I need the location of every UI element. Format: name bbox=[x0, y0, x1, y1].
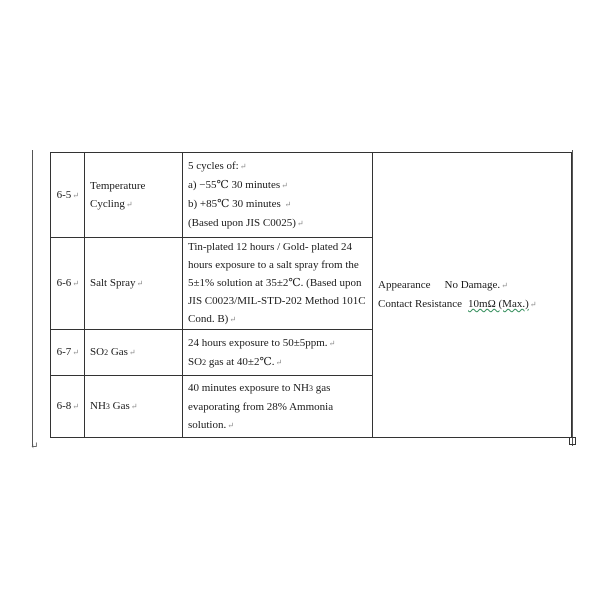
condition-line: 40 minutes exposure to NH3 gas bbox=[188, 381, 331, 394]
condition-line: Cond. B)↵ bbox=[188, 313, 237, 325]
table-end-marker bbox=[569, 437, 576, 445]
condition-line: (Based upon JIS C0025)↵ bbox=[188, 217, 304, 229]
test-item-line: Temperature bbox=[90, 179, 146, 192]
requirement-appearance: Appearance No Damage.↵ bbox=[378, 279, 508, 291]
condition-line: hours exposure to a salt spray from the bbox=[188, 259, 359, 271]
test-item-cell: SO2 Gas↵ bbox=[85, 330, 183, 376]
test-item-line: Cycling↵ bbox=[90, 197, 133, 210]
test-item-cell bbox=[85, 153, 183, 238]
condition-line: a) −55℃ 30 minutes↵ bbox=[188, 179, 288, 191]
test-condition-cell bbox=[183, 153, 373, 238]
condition-line: 5 cycles of:↵ bbox=[188, 160, 247, 172]
condition-line: b) +85℃ 30 minutes ↵ bbox=[188, 198, 292, 210]
test-condition-cell bbox=[183, 376, 373, 438]
condition-line: JIS C0023/MIL-STD-202 Method 101C bbox=[188, 295, 366, 307]
condition-line: solution.↵ bbox=[188, 418, 234, 431]
test-number-cell: 6-7↵ bbox=[51, 330, 85, 376]
condition-line: Tin-plated 12 hours / Gold- plated 24 bbox=[188, 241, 352, 253]
test-item-cell: Salt Spray↵ bbox=[85, 238, 183, 330]
test-number-cell: 6-6↵ bbox=[51, 238, 85, 330]
condition-line: evaporating from 28% Ammonia bbox=[188, 400, 334, 413]
page-right-border bbox=[572, 150, 573, 446]
requirement-cell bbox=[373, 153, 572, 438]
condition-line: SO2 gas at 40±2℃.↵ bbox=[188, 355, 283, 368]
condition-line: 24 hours exposure to 50±5ppm.↵ bbox=[188, 336, 336, 349]
test-condition-cell bbox=[183, 330, 373, 376]
test-number-cell: 6-8↵ bbox=[51, 376, 85, 438]
environmental-test-table bbox=[50, 152, 572, 438]
requirement-contact-resistance: Contact Resistance 10mΩ (Max.)↵ bbox=[378, 298, 537, 310]
page-left-border bbox=[32, 150, 33, 446]
test-number-cell: 6-5↵ bbox=[51, 153, 85, 238]
test-item-cell: NH3 Gas↵ bbox=[85, 376, 183, 438]
table-row bbox=[51, 153, 572, 238]
paragraph-mark: ↵ bbox=[30, 441, 39, 452]
test-condition-cell bbox=[183, 238, 373, 330]
condition-line: 5±1% solution at 35±2℃. (Based upon bbox=[188, 277, 362, 289]
